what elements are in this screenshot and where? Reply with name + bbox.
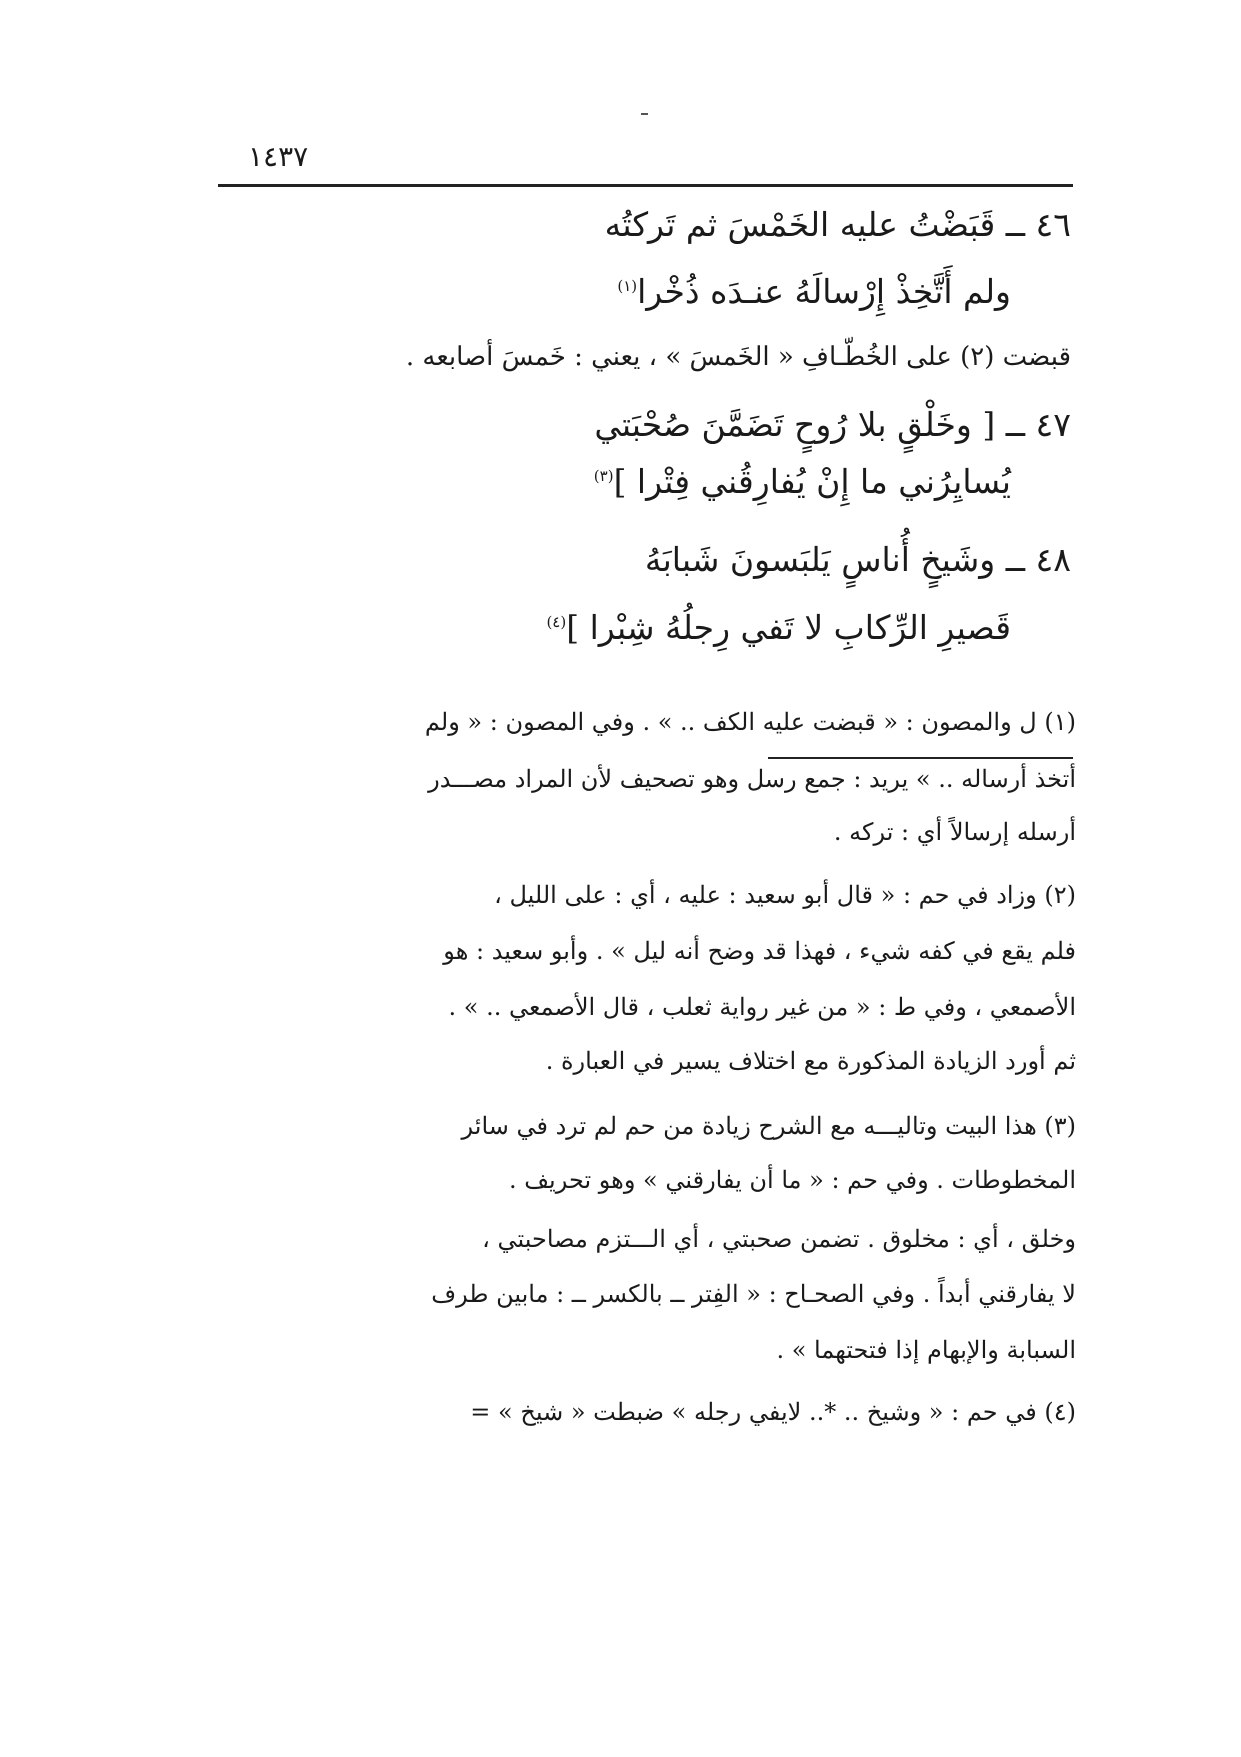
footnote-line: الأصمعي ، وفي ط : « من غير رواية ثعلب ، قال الأصمعي .. » . [448, 993, 1076, 1021]
footnote-line: (١) ل والمصون : « قبضت عليه الكف .. » . وفي المصون : « ولم [424, 708, 1076, 736]
verse-47-hemistich-1: ٤٧ ــ [ وخَلْقٍ بلا رُوحٍ تَضَمَّنَ صُحْبَتي [594, 405, 1071, 444]
footnote-line: لا يفارقني أبداً . وفي الصحـاح : « الفِتر ــ بالكسر ــ : مابين طرف [431, 1280, 1076, 1308]
page-number: ١٤٣٧ [248, 140, 309, 173]
footnote-mark-4: (٤) [546, 613, 567, 631]
footnote-line: وخلق ، أي : مخلوق . تضمن صحبتي ، أي الـــتزم مصاحبتي ، [482, 1225, 1076, 1253]
header-rule [218, 184, 1073, 187]
footnote-line: أرسله إرسالاً أي : تركه . [833, 818, 1076, 846]
footnote-line: أتخذ أرساله .. » يريد : جمع رسل وهو تصحيف لأن المراد مصـــدر [428, 765, 1076, 793]
verse-46-hemistich-1: ٤٦ ــ قَبَضْتُ عليه الخَمْسَ ثم تَركتُه [604, 205, 1071, 244]
footnote-line: (٢) وزاد في حم : « قال أبو سعيد : عليه ، أي : على الليل ، [494, 881, 1076, 909]
verse-48-hemistich-1: ٤٨ ــ وشَيخٍ أُناسٍ يَلبَسونَ شَبابَهُ [644, 540, 1071, 579]
footnote-line: ثم أورد الزيادة المذكورة مع اختلاف يسير في العبارة . [545, 1047, 1076, 1075]
footnote-line: (٣) هذا البيت وتاليـــه مع الشرح زيادة من حم لم ترد في سائر [461, 1112, 1076, 1140]
verse-46-commentary: قبضت (٢) على الخُطّـافِ « الخَمسَ » ، يعني : خَمسَ أصابعه . [405, 342, 1071, 372]
footnotes-separator [768, 757, 1073, 759]
verse-47-hemistich-2: يُسايِرُني ما إِنْ يُفارِقُني فِتْرا ]$^{(٣)}$ [593, 462, 1011, 501]
footnote-line: فلم يقع في كفه شيء ، فهذا قد وضح أنه ليل » . وأبو سعيد : هو [443, 937, 1076, 965]
print-speck [641, 113, 648, 115]
footnote-line: المخطوطات . وفي حم : « ما أن يفارقني » وهو تحريف . [508, 1166, 1076, 1194]
footnote-mark-1: (١) [617, 277, 638, 295]
verse-46-hemistich-2: ولم أَتَّخِذْ إِرْسالَهُ عنـدَه ذُخْرا$^{(١)}$ [617, 272, 1011, 311]
footnote-mark-3: (٣) [593, 467, 614, 485]
footnote-line: السبابة والإبهام إذا فتحتهما » . [776, 1336, 1076, 1364]
footnote-line: (٤) في حم : « وشيخ .. *.. لايفي رجله » ضبطت « شيخ » = [470, 1398, 1076, 1426]
verse-48-hemistich-2: قَصيرِ الرِّكابِ لا تَفي رِجلُهُ شِبْرا ]$^{(٤)}$ [546, 608, 1011, 647]
